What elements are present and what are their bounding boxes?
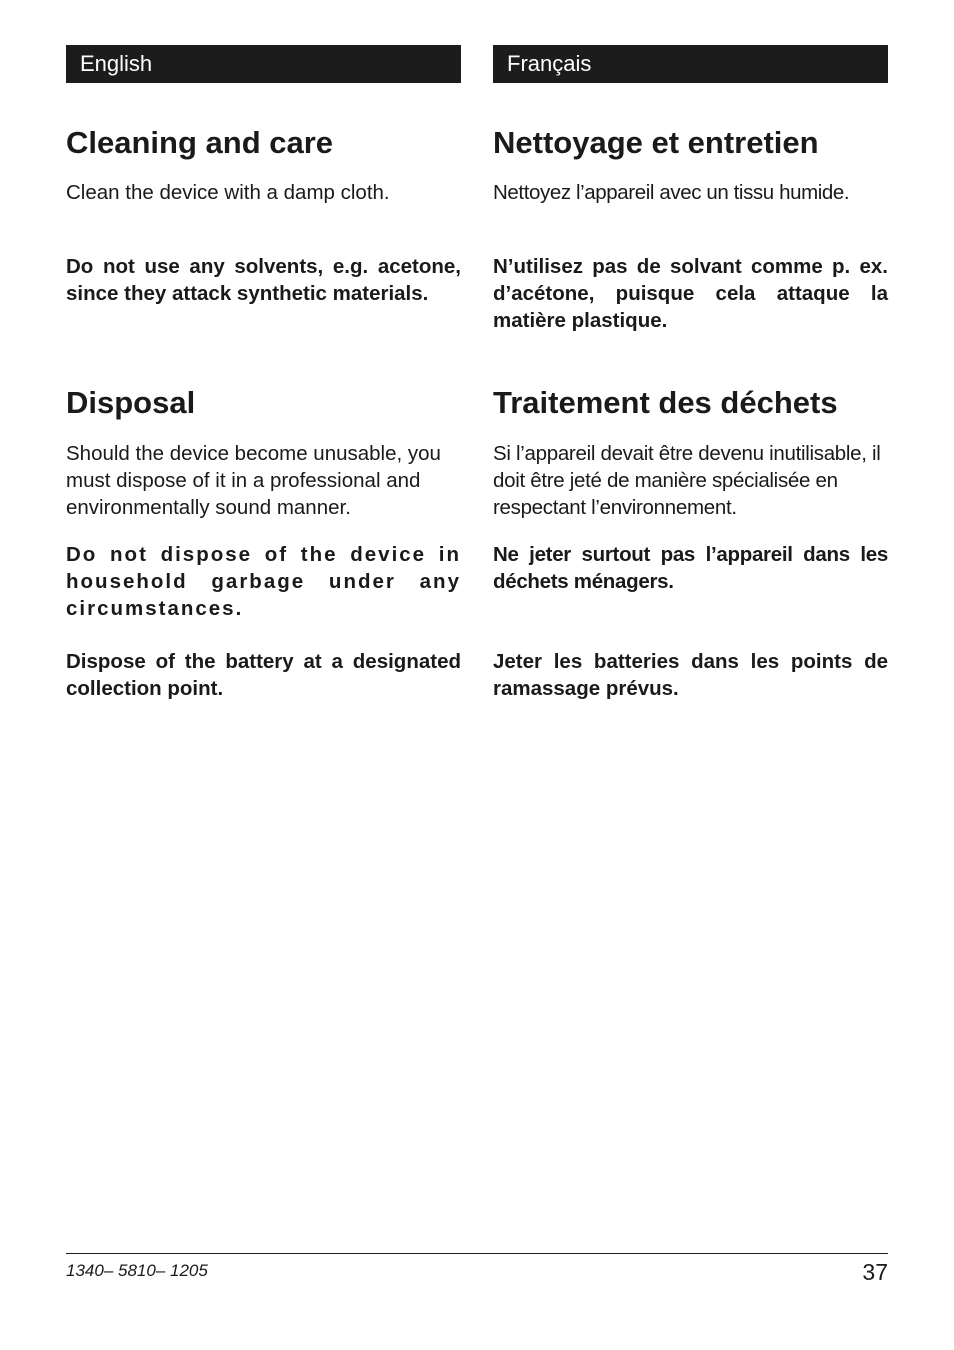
disposal-warning-battery: Dispose of the battery at a designated collection point. — [66, 650, 461, 700]
cleaning-text: Clean the device with a damp cloth. — [66, 181, 390, 204]
cleaning-warning-fr: N’utilisez pas de solvant comme p. ex. d’acétone, puisque cela attaque la matière plastique. — [493, 255, 888, 332]
disposal-text: Should the device become unusable, you must dispose of it in a professional and environmentally sound manner. — [66, 442, 441, 519]
french-column — [493, 45, 888, 700]
disposal-heading-fr: Traitement des déchets — [493, 385, 838, 420]
cleaning-text-fr: Nettoyez l’appareil avec un tissu humide. — [493, 181, 850, 204]
cleaning-heading: Cleaning and care — [66, 125, 334, 160]
disposal-warning-household: Do not dispose of the device in household garbage under any circumstances. — [66, 543, 461, 620]
disposal-heading: Disposal — [66, 385, 196, 420]
disposal-text-fr: Si l’appareil devait être devenu inutilisable, il doit être jeté de manière spécialisée en respectant l’environnement. — [493, 442, 881, 519]
language-header-french: Français — [493, 45, 888, 83]
document-code: 1340– 5810– 1205 — [66, 1261, 208, 1280]
english-column — [66, 45, 461, 700]
footer-divider — [66, 1253, 888, 1254]
page-number: 37 — [862, 1259, 888, 1285]
cleaning-warning: Do not use any solvents, e.g. acetone, since they attack synthetic materials. — [66, 255, 461, 305]
language-header-english: English — [66, 45, 461, 83]
disposal-warning-battery-fr: Jeter les batteries dans les points de ramassage prévus. — [493, 650, 888, 700]
cleaning-heading-fr: Nettoyage et entretien — [493, 125, 819, 160]
disposal-warning-household-fr: Ne jeter surtout pas l’appareil dans les déchets ménagers. — [493, 543, 888, 593]
